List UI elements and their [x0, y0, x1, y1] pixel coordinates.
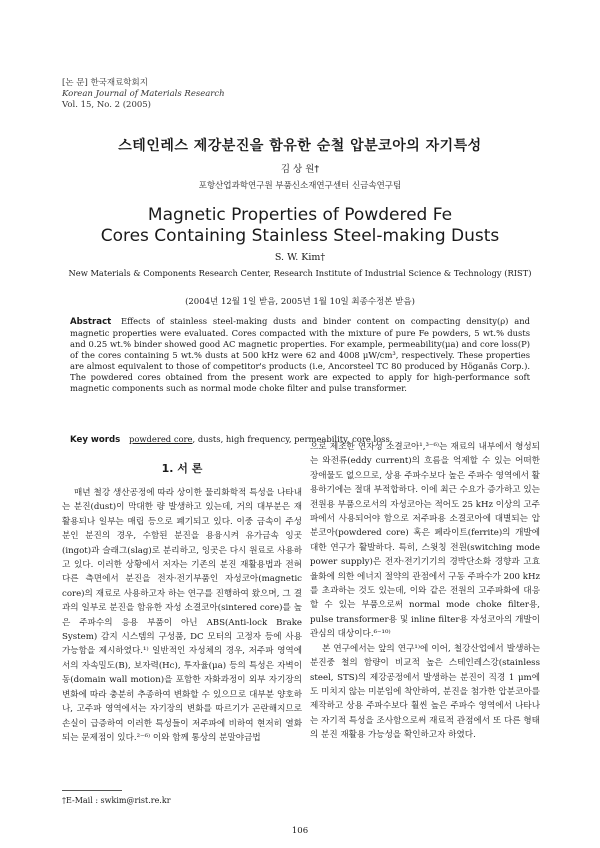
keyword-powdered-core: powdered core — [128, 434, 193, 444]
right-column — [310, 440, 540, 743]
intro-paragraph-2: 으로 제조한 연자성 소결코아¹,³⁻⁶⁾는 재료의 내부에서 형성되는 와전류(eddy current)의 흐름을 억제할 수 있는 어떠한 장애물도 없으므로, 상용 주파수보다 높은 주파수 영역에서 활용하기에는 절대 부적합하다. 이에 최근 수요가 증가하고 있는 전원용 부품으로서의 자성코아는 적어도 25 kHz 이상의 고주파에서 사용되어야 함으로 저주파용 소결코아에 대별되는 압분코아(powdered core) 혹은 페라이트(ferrite)의 개발에 대한 연구가 활발하다. 특히, 스윗칭 전원(switching mode power supply)은 전자·전기기기의 경박단소화 경향과 고효율화에 의한 에너지 절약의 관점에서 구동 주파수가 200 kHz를 초과하는 것도 있는데, 이와 같은 전원의 고주파화에 대응할 수 있는 부품으로써 normal mode choke filter용, pulse transformer용 및 inline filter용 자성코아의 개발이 관심의 대상이다.⁶⁻¹⁰⁾ — [310, 442, 540, 640]
journal-header — [62, 78, 362, 111]
footnote-divider — [62, 790, 122, 791]
journal-header-line3: Vol. 15, No. 2 (2005) — [62, 100, 152, 110]
journal-header-line1: [논 문] 한국재료학회지 — [62, 78, 148, 88]
english-title — [0, 205, 600, 247]
keywords-rest: , dusts, high frequency, permeability, core loss. — [192, 434, 393, 444]
english-title-line1: Magnetic Properties of Powdered Fe — [147, 205, 453, 225]
received-dates: (2004년 12월 1일 받음, 2005년 1월 10일 최종수정본 받음) — [185, 297, 415, 307]
keywords-label: Key words — [70, 435, 121, 445]
english-author: S. W. Kim† — [274, 252, 326, 263]
korean-title: 스테인레스 제강분진을 함유한 순철 압분코아의 자기특성 — [118, 138, 482, 154]
footnote-email: †E-Mail : swkim@rist.re.kr — [62, 796, 171, 805]
left-column — [62, 462, 302, 745]
section-heading-introduction: 1. 서 론 — [161, 462, 203, 475]
intro-paragraph-3: 본 연구에서는 앞의 연구¹⁾에 이어, 철강산업에서 발생하는 분진중 철의 함량이 비교적 높은 스테인레스강(stainless steel, STS)의 제강공정에서 발생하는 분진이 직경 1 μm에도 미치지 않는 미분임에 착안하여, 분진을 첨가한 압분코아를 제작하고 상용 주파수보다 훨씬 높은 주파수 영역에서 나타나는 자기적 특성을 조사함으로써 재료적 관점에서 또 다른 형태의 분진 재활용 가능성을 확인하고자 하였다. — [310, 643, 540, 741]
intro-paragraph-1: 매년 철강 생산공정에 따라 상이한 물리화학적 특성을 나타내는 분진(dust)이 막대한 량 발생하고 있는데, 거의 대부분은 재활용되나 일부는 매립 등으로 폐기되고 있다. 이중 금속이 주성분인 분진의 경우, 수함된 분진을 용융시켜 유가금속 잉곳(ingot)과 슬래그(slag)로 분리하고, 잉곳은 다시 원료로 사용하고 있다. 이러한 상황에서 저자는 기존의 분진 재활용법과 전혀 다른 측면에서 분진을 전자·전기부품인 자성코아(magnetic core)의 재료로 사용하고자 하는 연구를 진행하여 왔으며, 그 결과의 일부로 분진을 함유한 자성 소결코아(sintered core)를 높은 주파수의 응용 부품이 아닌 ABS(Anti-lock Brake System) 감지 시스템의 구성품, DC 모터의 고정자 등에 사용 가능함을 제시하였다.¹⁾ 일반적인 자성체의 경우, 저주파 영역에서의 자속밀도(B), 보자력(Hc), 투자율(μa) 등의 특성은 자벽이동(domain wall motion)을 포함한 자화과정이 외부 자기장의 변화에 따라 충분히 추종하여 변화할 수 있으므로 대부분 양호하나, 고주파 영역에서는 자기장의 변화를 따르기가 곤란해지므로 손실이 급증하여 이러한 특성들이 저주파에 비하여 현저히 열화되는 문제점이 있다.²⁻⁶⁾ 이와 함께 통상의 분말야금법 — [62, 488, 302, 743]
abstract-text: Effects of stainless steel-making dusts and binder content on compacting density(ρ) and magnetic properties were evaluated. Cores compacted with the mixture of pure Fe powders, 5 wt.% dusts and 0.25 wt.% binder showed good AC magnetic properties. For example, permeability(μa) and core loss(P) of the cores containing 5 wt.% dusts at 500 kHz were 62 and 4008 μW/cm³, respectively. These properties are almost equivalent to those of competitor's products (i.e, Ancorsteel TC 80 produced by Höganäs Corp.). The powdered cores obtained from the present work are expected to apply for high-performance soft magnetic components such as normal mode choke filter and pulse transformer. — [70, 316, 530, 393]
page-number: 106 — [291, 826, 309, 836]
korean-author: 김 상 원† — [280, 164, 320, 175]
english-title-line2: Cores Containing Stainless Steel-making Dusts — [100, 226, 500, 246]
abstract — [70, 316, 530, 394]
korean-affiliation: 포항산업과학연구원 부품신소재연구센터 신금속연구팀 — [198, 181, 402, 191]
english-affiliation: New Materials & Components Research Center, Research Institute of Industrial Science & Technology (RIST) — [68, 268, 532, 278]
journal-header-line2: Korean Journal of Materials Research — [62, 89, 225, 99]
abstract-label: Abstract — [70, 317, 112, 327]
